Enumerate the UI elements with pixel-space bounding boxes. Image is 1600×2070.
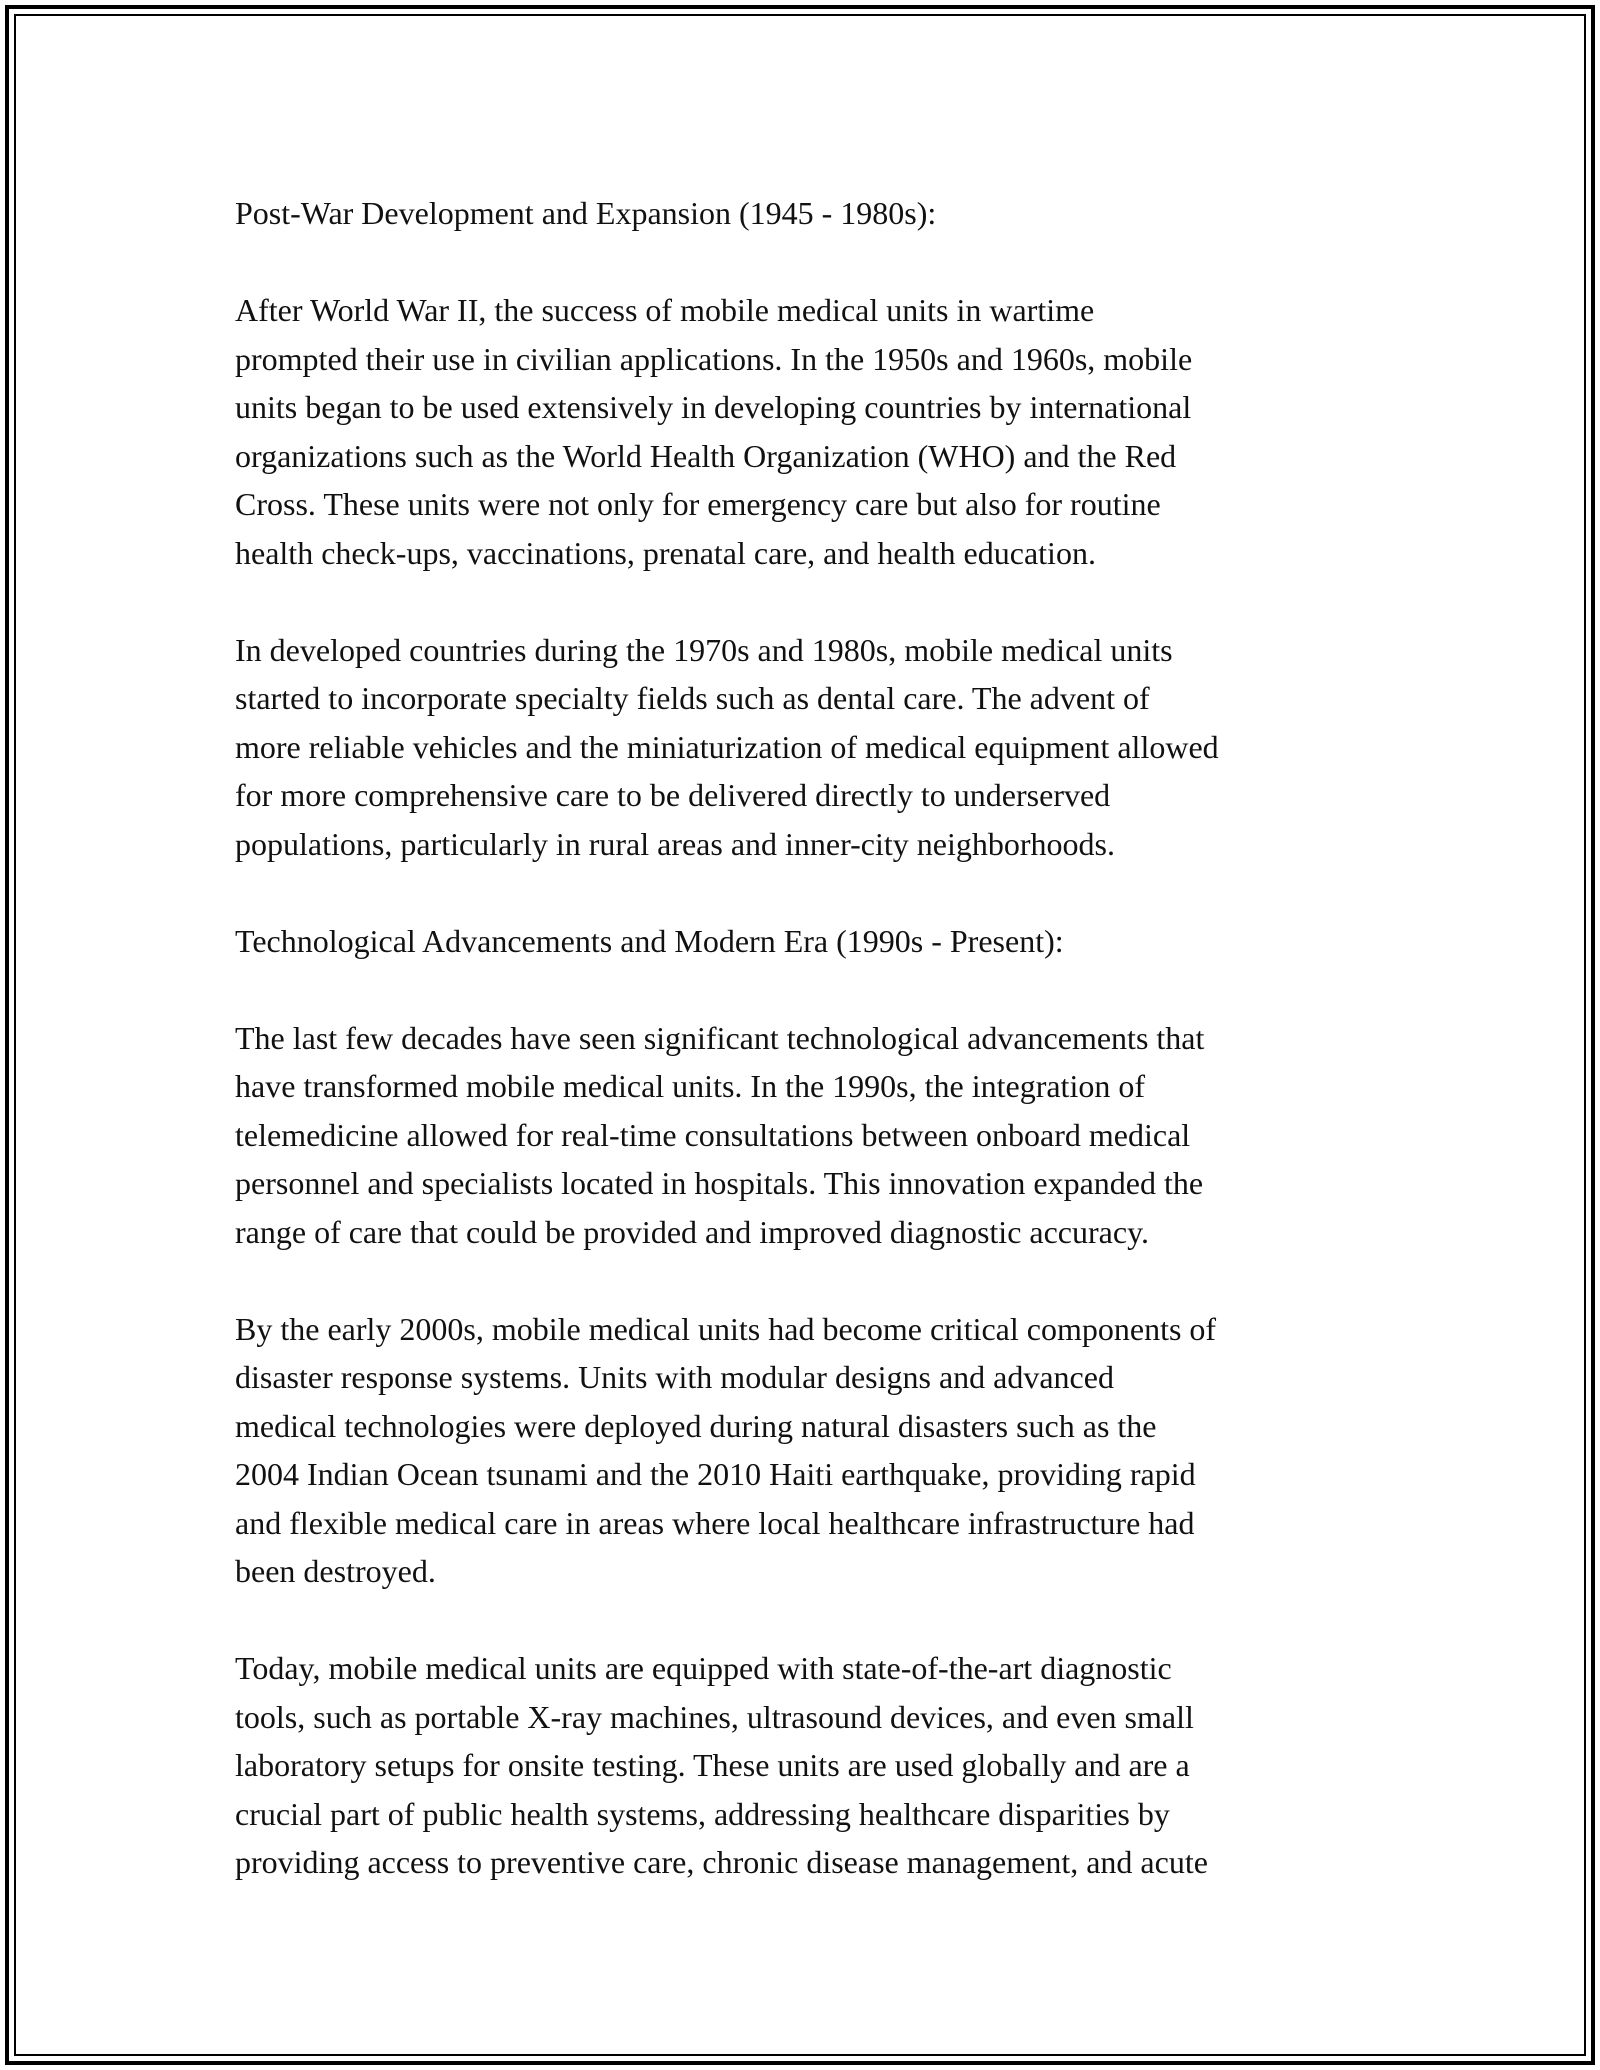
paragraph-line: 2004 Indian Ocean tsunami and the 2010 Haiti earthquake, providing rapid: [235, 1456, 1196, 1492]
paragraph-line: In developed countries during the 1970s and 1980s, mobile medical units: [235, 631, 1173, 668]
body-paragraph: [235, 1014, 1385, 1257]
paragraph-line: units began to be used extensively in developing countries by international: [235, 389, 1192, 425]
paragraph-line: tools, such as portable X-ray machines, ultrasound devices, and even small: [235, 1698, 1194, 1735]
paragraph-line: range of care that could be provided and improved diagnostic accuracy.: [235, 1213, 1149, 1250]
paragraph-line: health check-ups, vaccinations, prenatal care, and health education.: [235, 534, 1096, 571]
paragraph-line: more reliable vehicles and the miniaturization of medical equipment allowed: [235, 728, 1219, 765]
body-paragraph: [235, 1644, 1385, 1887]
paragraph-line: Cross. These units were not only for emergency care but also for routine: [235, 486, 1161, 522]
paragraph-line: and flexible medical care in areas where local healthcare infrastructure had: [235, 1504, 1195, 1541]
section-heading: [235, 189, 1385, 238]
paragraph-line: After World War II, the success of mobile medical units in wartime: [235, 292, 1095, 328]
paragraph-line: The last few decades have seen significant technological advancements that: [235, 1019, 1205, 1056]
paragraph-line: for more comprehensive care to be delivered directly to underserved: [235, 777, 1111, 813]
paragraph-line: crucial part of public health systems, addressing healthcare disparities by: [235, 1795, 1170, 1832]
paragraph-line: medical technologies were deployed during natural disasters such as the: [235, 1407, 1157, 1444]
body-paragraph: [235, 286, 1385, 577]
document-body: [235, 189, 1385, 1887]
paragraph-line: By the early 2000s, mobile medical units had become critical components of: [235, 1310, 1217, 1347]
paragraph-line: populations, particularly in rural areas and inner-city neighborhoods.: [235, 825, 1115, 862]
paragraph-line: organizations such as the World Health Organization (WHO) and the Red: [235, 437, 1177, 474]
paragraph-line: been destroyed.: [235, 1553, 436, 1589]
paragraph-line: disaster response systems. Units with modular designs and advanced: [235, 1359, 1114, 1395]
paragraph-line: personnel and specialists located in hospitals. This innovation expanded the: [235, 1165, 1204, 1201]
paragraph-line: started to incorporate specialty fields such as dental care. The advent of: [235, 680, 1150, 716]
paragraph-list: [235, 189, 1385, 1887]
heading-text: Post-War Development and Expansion (1945 - 1980s):: [235, 195, 937, 231]
paragraph-line: providing access to preventive care, chronic disease management, and acute: [235, 1844, 1208, 1880]
paragraph-line: have transformed mobile medical units. In the 1990s, the integration of: [235, 1068, 1145, 1104]
heading-text: Technological Advancements and Modern Era (1990s - Present):: [235, 922, 1064, 959]
body-paragraph: [235, 626, 1385, 869]
paragraph-line: telemedicine allowed for real-time consultations between onboard medical: [235, 1116, 1191, 1153]
paragraph-line: laboratory setups for onsite testing. These units are used globally and are a: [235, 1747, 1190, 1783]
section-heading: [235, 917, 1385, 966]
body-paragraph: [235, 1305, 1385, 1596]
paragraph-line: Today, mobile medical units are equipped with state-of-the-art diagnostic: [235, 1650, 1172, 1686]
paragraph-line: prompted their use in civilian applications. In the 1950s and 1960s, mobile: [235, 340, 1193, 377]
